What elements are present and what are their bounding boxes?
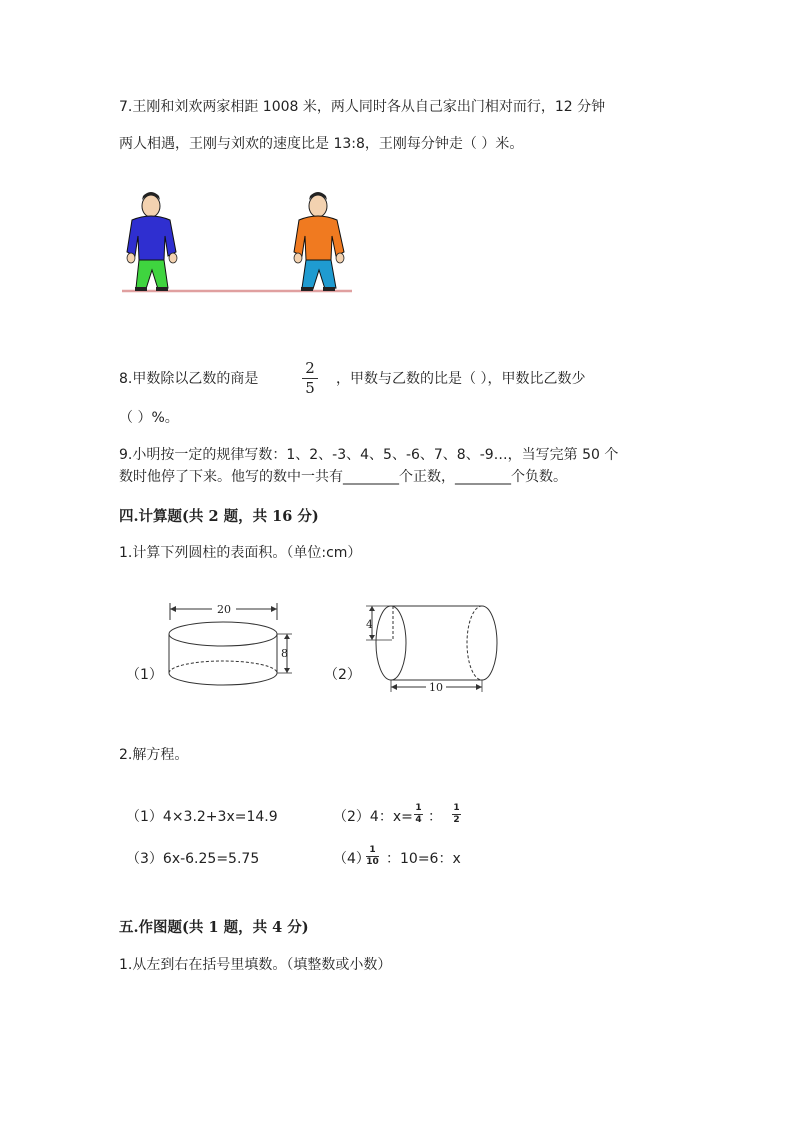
fraction-denominator: 2 — [453, 815, 460, 825]
equation-2-prefix: （2）4：x= — [333, 809, 413, 825]
cylinder1-diagram — [160, 598, 300, 690]
cylinder1-height-label: 8 — [281, 647, 288, 660]
q9-line2: 数时他停了下来。他写的数中一共有________个正数，________个负数。 — [119, 469, 567, 485]
left-person-figure — [127, 192, 177, 291]
fraction-numerator: 2 — [305, 359, 315, 377]
fraction-denominator: 4 — [415, 815, 422, 825]
section5-q1: 1.从左到右在括号里填数。（填整数或小数） — [119, 957, 392, 973]
cylinder2-length-label: 10 — [429, 681, 443, 694]
section4-title: 四.计算题(共 2 题，共 16 分) — [119, 508, 319, 525]
equation-2-fraction-1 — [414, 804, 423, 825]
q7-line1: 7.王刚和刘欢两家相距 1008 米，两人同时各从自己家出门相对而行，12 分钟 — [119, 99, 606, 115]
fraction-denominator: 5 — [305, 379, 315, 397]
fraction-numerator: 1 — [415, 803, 422, 813]
cylinder1-label: （1） — [126, 667, 163, 683]
q8-fraction — [302, 361, 318, 396]
equation-4-suffix: ：10=6：x — [386, 851, 461, 867]
cylinder1-diameter-label: 20 — [217, 603, 231, 616]
q9-line1: 9.小明按一定的规律写数：1、2、-3、4、5、-6、7、8、-9…，当写完第 50 个 — [119, 447, 619, 463]
q8-prefix: 8.甲数除以乙数的商是 — [119, 371, 259, 387]
cylinder2-diameter-label: 4 — [366, 618, 373, 631]
cylinder2-diagram — [362, 598, 507, 694]
section5-title: 五.作图题(共 1 题，共 4 分) — [119, 919, 309, 936]
equation-4-fraction — [366, 846, 379, 867]
section4-q2: 2.解方程。 — [119, 747, 189, 763]
equation-4-prefix: （4） — [333, 851, 370, 867]
equation-2-colon: ： — [428, 809, 442, 825]
section4-q1: 1.计算下列圆柱的表面积。（单位:cm） — [119, 545, 362, 561]
fraction-numerator: 1 — [369, 845, 376, 855]
equation-3: （3）6x-6.25=5.75 — [126, 851, 260, 867]
q7-line2: 两人相遇，王刚与刘欢的速度比是 13:8，王刚每分钟走（ ）米。 — [119, 136, 524, 152]
q8-line2: （ ）%。 — [119, 410, 179, 426]
equation-2-fraction-2 — [452, 804, 461, 825]
q8-suffix: ，甲数与乙数的比是（ ），甲数比乙数少 — [336, 371, 586, 387]
walkers-illustration — [118, 190, 358, 300]
equation-1: （1）4×3.2+3x=14.9 — [126, 809, 278, 825]
right-person-figure — [294, 192, 344, 291]
fraction-denominator: 10 — [366, 857, 379, 867]
cylinder2-label: （2） — [324, 667, 361, 683]
fraction-numerator: 1 — [453, 803, 460, 813]
